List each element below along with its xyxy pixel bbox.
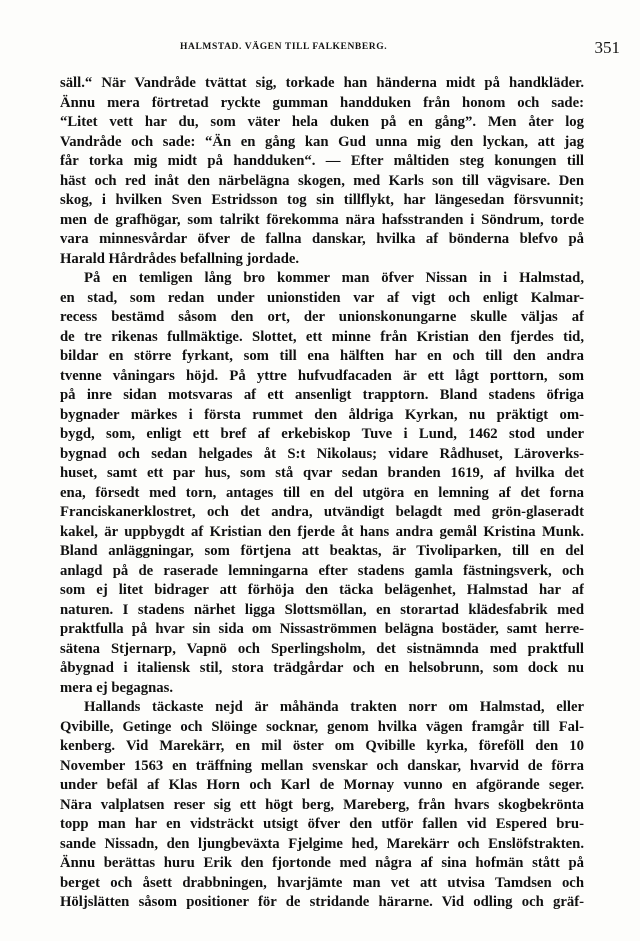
text-line: Bland anläggningar, som förtjena att beaktas, är Tivoliparken, till en del <box>60 543 584 559</box>
text-line: men de grafhögar, som talrikt förekomma nära hafsstranden i Söndrum, torde <box>60 211 584 228</box>
text-line: bildar en större fyrkant, som till ena hälften har en och till den andra <box>60 348 584 364</box>
text-line: “Litet vett har du, som väter hela duken på en gång”. Men åter log <box>60 114 584 130</box>
text-line: naturen. I stadens närhet ligga Slottsmöllan, en storartad klädesfabrik med <box>60 601 584 618</box>
text-line: praktfulla på hvar sin sida om Nissaströmmen belägna bostäder, samt herre- <box>60 621 584 637</box>
body-text <box>60 74 584 913</box>
text-line: sätena Stjernarp, Vapnö och Sperlingsholm, det sistnämnda med praktfull <box>60 640 584 657</box>
text-line: på inre sidan motsvaras af ett ansenligt trapptorn. Bland stadens öfriga <box>60 387 584 403</box>
text-line: Harald Hårdrådes befallning jordade. <box>60 250 300 267</box>
text-line: åbygnad i italiensk stil, stora trädgårdar och en helsobrunn, som dock nu <box>60 660 584 676</box>
text-line: ena, försedt med torn, antages till en del utgöra en lemning af det forna <box>60 484 584 501</box>
text-line: som ej litet bidrager att förhöja den täcka belägenhet, Halmstad har af <box>60 582 584 598</box>
text-line: bygnad och sedan helgades åt S:t Nikolaus; vidare Rådhuset, Läroverks- <box>60 445 584 462</box>
text-line: Ännu berättas huru Erik den fjortonde med några af sina hofmän stått på <box>60 855 584 871</box>
text-line: Höljslätten såsom positioner för de stridande härarne. Vid odling och gräf- <box>60 894 584 910</box>
text-line: huset, samt ett par hus, som stå qvar sedan branden 1619, af hvilka det <box>60 465 584 481</box>
text-line: November 1563 en träffning mellan svenskar och danskar, hvarvid de förra <box>60 757 584 774</box>
text-line: topp man har en vidsträckt utsigt öfver den utför fallen vid Espered bru- <box>60 816 584 832</box>
text-line: häst och red inåt den närbelägna skogen, med Karls son till vägvisare. Den <box>60 172 584 189</box>
text-line: Qvibille, Getinge och Slöinge socknar, genom hvilka vägen framgår till Fal- <box>60 718 584 735</box>
text-line: bygd, som, enligt ett bref af erkebiskop Tuve i Lund, 1462 stod under <box>60 426 584 442</box>
text-line: På en temligen lång bro kommer man öfver Nissan in i Halmstad, <box>84 270 584 286</box>
running-head: HALMSTAD. VÄGEN TILL FALKENBERG. <box>180 42 388 52</box>
text-line: mera ej begagnas. <box>60 679 173 696</box>
text-line: får torka mig midt på handduken“. — Efter måltiden steg konungen till <box>60 153 584 169</box>
text-line: bygnader märkes i första rummet den åldriga Kyrkan, nu präktigt om- <box>60 406 584 423</box>
page-header <box>60 38 620 60</box>
text-line: sande Nissadn, den ljungbeväxta Fjelgime hed, Marekärr och Enslöfstrakten. <box>60 835 584 852</box>
text-line: Vandråde och sade: “Än en gång kan Gud unna mig den lyckan, att jag <box>60 133 584 150</box>
text-line: tvenne våningars höjd. På yttre hufvudfacaden är ett lågt porttorn, som <box>60 367 584 384</box>
text-line: en stad, som redan under unionstiden var af vigt och enligt Kalmar- <box>60 289 584 306</box>
text-line: vara minnesvårdar öfver de fallna danskar, hvilka af bönderna blefvo på <box>60 231 584 247</box>
text-line: Nära valplatsen reser sig ett högt berg, Mareberg, från hvars skogbekrönta <box>60 796 584 813</box>
text-line: berget och åsett drabbningen, hvarjämte man vet att utvisa Tamdsen och <box>60 874 584 891</box>
text-line: kenberg. Vid Marekärr, en mil öster om Qvibille kyrka, föreföll den 10 <box>60 738 584 754</box>
text-line: skog, i hvilken Sven Estridsson tog sin tillflykt, har längesedan försvunnit; <box>60 192 584 208</box>
text-line: kakel, är uppbygdt af Kristian den fjerde åt hans andra gemål Kristina Munk. <box>60 523 584 540</box>
text-line: Ännu mera förtretad ryckte gumman handduken från honom och sade: <box>60 94 584 111</box>
text-line: säll.“ När Vandråde tvättat sig, torkade han händerna midt på handkläder. <box>60 75 584 91</box>
text-line: Hallands täckaste nejd är måhända trakten norr om Halmstad, eller <box>84 699 584 715</box>
text-line: Franciskanerklostret, och det andra, utvändigt belagdt med grön-glaseradt <box>60 504 584 520</box>
text-line: under befäl af Klas Horn och Karl de Mornay vunno en afgörande seger. <box>60 777 584 793</box>
text-line: recess bestämd såsom den ort, der unionskonungarne skulle väljas af <box>60 309 584 325</box>
page-number: 351 <box>594 38 620 57</box>
text-line: de tre rikenas fullmäktige. Slottet, ett minne från Kristian den fjerdes tid, <box>60 328 584 345</box>
text-line: anlagd på de raserade lemningarna efter stadens gamla fästningsverk, och <box>60 562 584 579</box>
